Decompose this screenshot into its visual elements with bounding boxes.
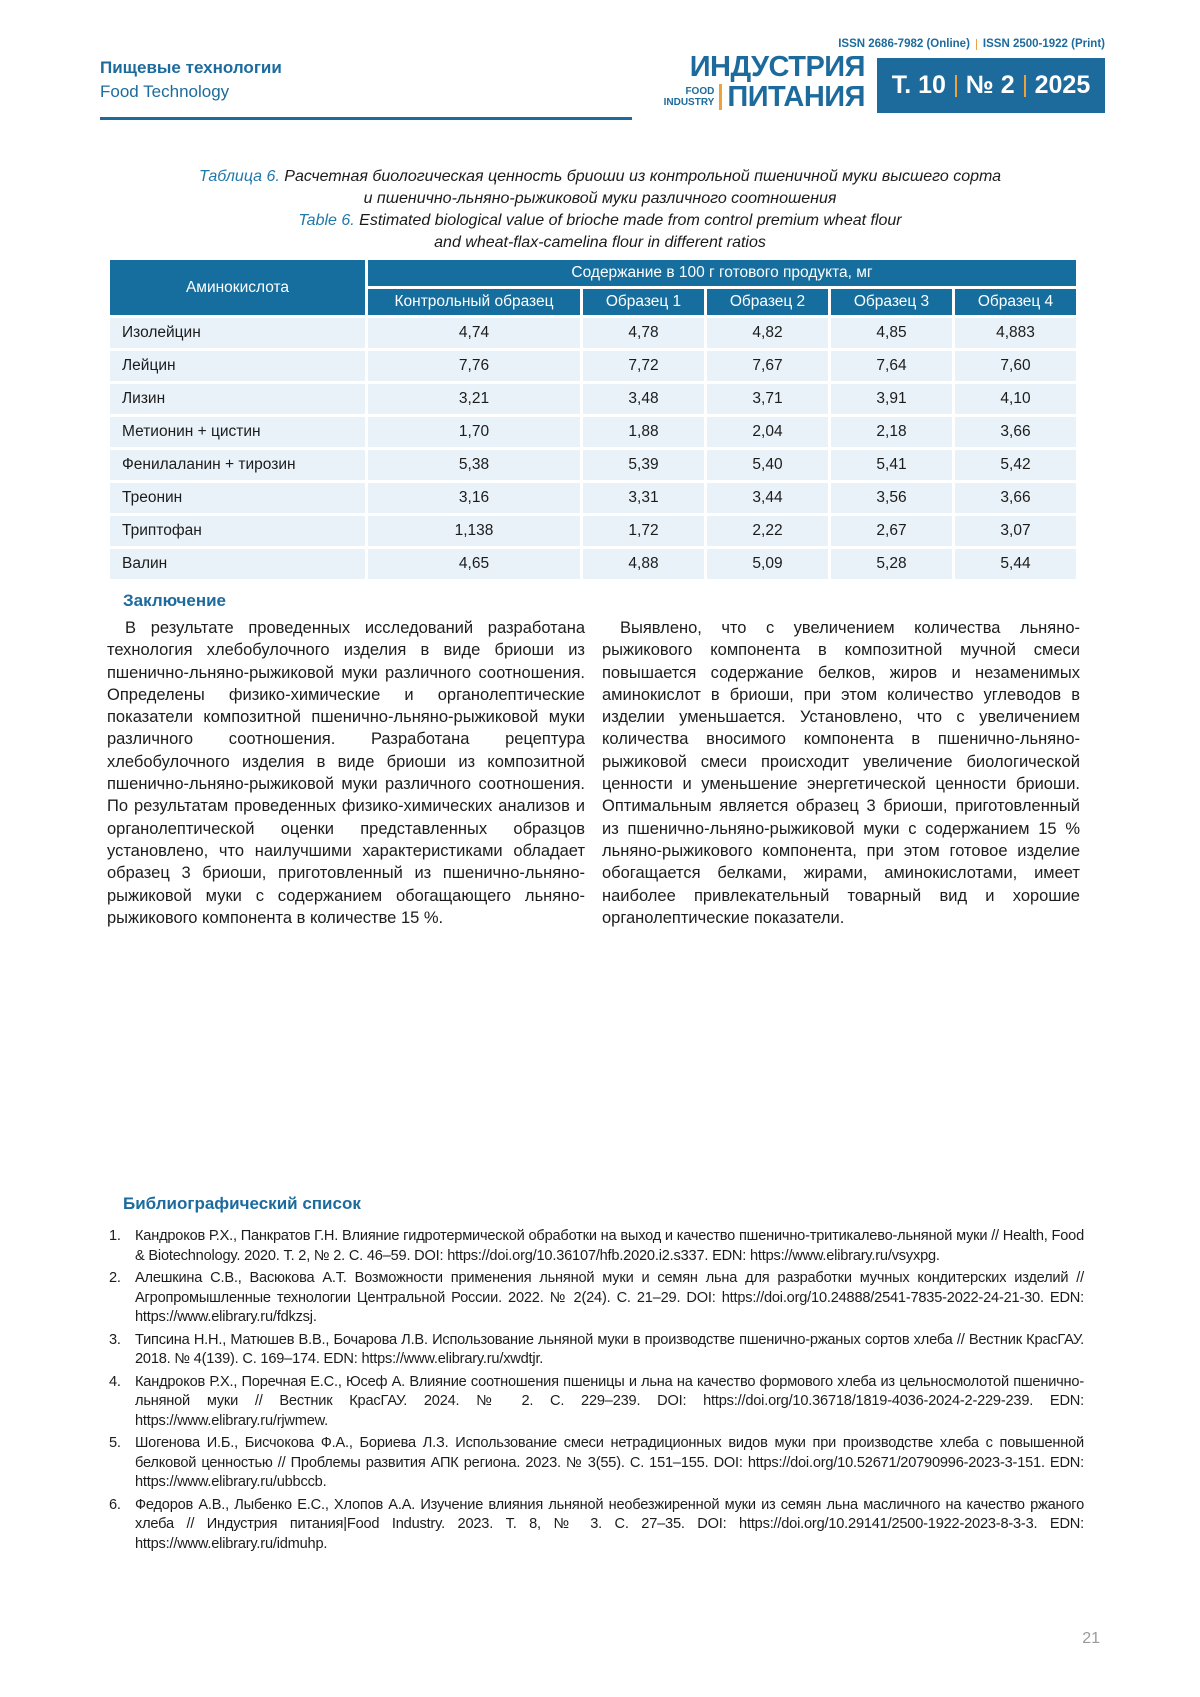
cell-value: 1,72 — [583, 516, 704, 546]
cell-value: 5,44 — [955, 549, 1076, 579]
cell-value: 3,66 — [955, 417, 1076, 447]
row-name: Треонин — [110, 483, 365, 513]
reference-item — [107, 1331, 1084, 1370]
cell-value: 5,28 — [831, 549, 952, 579]
volume-label: Т. 10 — [891, 71, 946, 99]
cell-value: 7,60 — [955, 351, 1076, 381]
table-row — [110, 417, 1076, 447]
cell-value: 3,31 — [583, 483, 704, 513]
caption-label-ru: Таблица 6. — [198, 168, 280, 185]
logo-word-industriya: ИНДУСТРИЯ — [689, 51, 865, 83]
caption-text-ru1: Расчетная биологическая ценность бриоши из контрольной пшеничной муки высшего сорта — [284, 168, 1002, 185]
logo-industry: INDUSTRY — [663, 97, 715, 108]
cell-value: 5,41 — [831, 450, 952, 480]
reference-number: 2. — [109, 1270, 121, 1286]
table-row — [110, 483, 1076, 513]
table-row — [110, 384, 1076, 414]
conclusion-text — [107, 617, 1080, 929]
cell-value: 4,65 — [368, 549, 580, 579]
cell-value: 1,138 — [368, 516, 580, 546]
column-header-sample2: Образец 2 — [707, 289, 828, 315]
section-title-en: Food Technology — [100, 82, 230, 101]
journal-logo — [664, 52, 865, 112]
cell-value: 7,64 — [831, 351, 952, 381]
reference-text: Кандроков Р.Х., Панкратов Г.Н. Влияние гидротермической обработки на выход и качество пшенично-тритикалево-льняной муки // Health, Food & Biotechnology. 2020. Т. 2, № 2. С. 46–59. DOI: https://doi.org/10.36107/hfb.2020.i2.s337. EDN: https://www.elibrary.ru/vsyxpg. — [135, 1228, 1084, 1264]
amino-acid-table — [107, 257, 1079, 582]
column-header-sample3: Образец 3 — [831, 289, 952, 315]
row-name: Валин — [110, 549, 365, 579]
column-header-amino-acid: Аминокислота — [110, 260, 365, 315]
cell-value: 5,09 — [707, 549, 828, 579]
caption-ru-line2: и пшенично-льняно-рыжиковой муки различного соотношения — [363, 190, 837, 207]
logo-food: FOOD — [685, 86, 715, 97]
issn-online: ISSN 2686-7982 (Online) — [838, 38, 970, 50]
issn-separator — [976, 39, 977, 50]
logo-separator — [719, 84, 722, 110]
cell-value: 4,82 — [707, 318, 828, 348]
cell-value: 7,76 — [368, 351, 580, 381]
caption-en-line2: and wheat-flax-camelina flour in different ratios — [434, 234, 766, 251]
column-header-control: Контрольный образец — [368, 289, 580, 315]
caption-label-en: Table 6. — [298, 212, 355, 229]
cell-value: 3,48 — [583, 384, 704, 414]
cell-value: 3,16 — [368, 483, 580, 513]
cell-value: 5,38 — [368, 450, 580, 480]
issn-line — [838, 38, 1105, 50]
reference-item — [107, 1496, 1084, 1555]
table-row — [110, 318, 1076, 348]
bibliography-list — [107, 1227, 1084, 1557]
cell-value: 2,22 — [707, 516, 828, 546]
row-name: Изолейцин — [110, 318, 365, 348]
row-name: Фенилаланин + тирозин — [110, 450, 365, 480]
cell-value: 3,91 — [831, 384, 952, 414]
cell-value: 7,67 — [707, 351, 828, 381]
section-title-ru: Пищевые технологии — [100, 58, 282, 77]
row-name: Лизин — [110, 384, 365, 414]
cell-value: 3,66 — [955, 483, 1076, 513]
cell-value: 3,71 — [707, 384, 828, 414]
section-title — [100, 56, 282, 104]
issue-label: № 2 — [965, 71, 1015, 99]
cell-value: 2,18 — [831, 417, 952, 447]
column-header-sample4: Образец 4 — [955, 289, 1076, 315]
reference-item — [107, 1434, 1084, 1493]
volume-issue-box — [877, 58, 1105, 113]
cell-value: 1,70 — [368, 417, 580, 447]
caption-text-en1: Estimated biological value of brioche made from control premium wheat flour — [359, 212, 902, 229]
issn-print: ISSN 2500-1922 (Print) — [982, 38, 1105, 50]
cell-value: 5,39 — [583, 450, 704, 480]
cell-value: 2,67 — [831, 516, 952, 546]
reference-number: 3. — [109, 1331, 121, 1348]
volume-separator — [955, 75, 957, 97]
reference-number: 1. — [109, 1228, 121, 1244]
reference-text: Шогенова И.Б., Бисчокова Ф.А., Бориева Л.З. Использование смеси нетрадиционных видов муки при производстве хлеба с повышенной белковой ценностью // Проблемы развития АПК региона. 2023. № 3(55). С. 151–155. DOI: https://doi.org/10.52671/20790996-2023-3-151. EDN: https://www.elibrary.ru/ubbccb. — [135, 1435, 1084, 1490]
table-row — [110, 351, 1076, 381]
cell-value: 4,10 — [955, 384, 1076, 414]
cell-value: 3,44 — [707, 483, 828, 513]
caption-en-line1 — [100, 210, 1100, 232]
row-name: Лейцин — [110, 351, 365, 381]
group-header-content: Содержание в 100 г готового продукта, мг — [368, 260, 1076, 286]
cell-value: 4,85 — [831, 318, 952, 348]
issue-separator — [1024, 75, 1026, 97]
cell-value: 5,40 — [707, 450, 828, 480]
reference-text: Кандроков Р.Х., Поречная Е.С., Юсеф А. Влияние соотношения пшеницы и льна на качество формового хлеба из цельносмолотой пшенично-льняной муки // Вестник КрасГАУ. 2024. № 2. С. 229–239. DOI: https://doi.org/10.36718/1819-4036-2024-2-229-239. EDN: https://www.elibrary.ru/rjwmew. — [135, 1373, 1084, 1429]
cell-value: 5,42 — [955, 450, 1076, 480]
cell-value: 4,78 — [583, 318, 704, 348]
column-header-sample1: Образец 1 — [583, 289, 704, 315]
table-row — [110, 549, 1076, 579]
page-number: 21 — [1082, 1630, 1100, 1647]
cell-value: 7,72 — [583, 351, 704, 381]
reference-text: Алешкина С.В., Васюкова А.Т. Возможности применения льняной муки и семян льна для разработки мучных кондитерских изделий // Агропромышленные технологии Центральной России. 2022. № 2(24). С. 21–29. DOI: https://doi.org/10.24888/2541-7835-2022-24-21-30. EDN: https://www.elibrary.ru/fdkzsj. — [135, 1270, 1084, 1325]
row-name: Метионин + цистин — [110, 417, 365, 447]
conclusion-column-left: В результате проведенных исследований разработана технология хлебобулочного изделия в виде бриоши из пшенично-льняно-рыжиковой муки различного соотношения. Определены физико-химические и органолептические показатели композитной пшенично-льняно-рыжиковой муки различного соотношения. Разработана рецептура хлебобулочного изделия в виде бриоши из композитной пшенично-льняно-рыжиковой муки различного соотношения. По результатам проведенных физико-химических анализов и органолептической оценки представленных образцов установлено, что наилучшими характеристиками обладает образец 3 бриоши, приготовленный из пшенично-льняно-рыжиковой муки с содержанием обогащающего льняно-рыжикового компонента в количестве 15 %. — [107, 619, 585, 927]
caption-ru-line1 — [100, 166, 1100, 188]
bibliography-heading: Библиографический список — [123, 1194, 361, 1213]
table-row — [110, 450, 1076, 480]
year-label: 2025 — [1034, 71, 1091, 99]
logo-word-pitaniya: ПИТАНИЯ — [727, 81, 865, 113]
logo-food-industry — [664, 86, 715, 108]
cell-value: 3,56 — [831, 483, 952, 513]
cell-value: 4,883 — [955, 318, 1076, 348]
cell-value: 4,74 — [368, 318, 580, 348]
cell-value: 1,88 — [583, 417, 704, 447]
cell-value: 3,07 — [955, 516, 1076, 546]
reference-text: Типсина Н.Н., Матюшев В.В., Бочарова Л.В. Использование льняной муки в производстве пшенично-ржаных сортов хлеба // Вестник КрасГАУ. 2018. № 4(139). С. 169–174. EDN: https://www.elibrary.ru/xwdtjr. — [135, 1331, 1084, 1367]
cell-value: 2,04 — [707, 417, 828, 447]
reference-item — [107, 1269, 1084, 1328]
header-divider — [100, 117, 632, 120]
conclusion-heading: Заключение — [123, 591, 226, 610]
reference-number: 6. — [109, 1496, 121, 1513]
table-row — [110, 516, 1076, 546]
reference-number: 4. — [109, 1373, 121, 1390]
cell-value: 4,88 — [583, 549, 704, 579]
conclusion-column-right: Выявлено, что с увеличением количества льняно-рыжикового компонента в композитной мучной смеси повышается содержание белков, жиров и незаменимых аминокислот в бриоши, при этом количество углеводов в изделии уменьшается. Установлено, что с увеличением количества вносимого компонента в пшенично-льняно-рыжиковой смеси происходит увеличение биологической ценности и уменьшение энергетической ценности бриоши. Оптимальным является образец 3 бриоши, приготовленный из пшенично-льняно-рыжиковой муки с содержанием 15 % льняно-рыжикового компонента, при этом готовое изделие обогащается белками, жирами, аминокислотами, имеет наиболее привлекательный товарный вид и хорошие органолептические показатели. — [602, 619, 1080, 927]
reference-number: 5. — [109, 1435, 121, 1451]
cell-value: 3,21 — [368, 384, 580, 414]
reference-item — [107, 1227, 1084, 1266]
row-name: Триптофан — [110, 516, 365, 546]
reference-text: Федоров А.В., Лыбенко Е.С., Хлопов А.А. Изучение влияния льняной необезжиренной муки из семян льна масличного на качество ржаного хлеба // Индустрия питания|Food Industry. 2023. Т. 8, № 3. С. 27–35. DOI: https://doi.org/10.29141/2500-1922-2023-8-3-3. EDN: https://www.elibrary.ru/idmuhp. — [135, 1496, 1084, 1552]
reference-item — [107, 1373, 1084, 1432]
table-caption — [100, 166, 1100, 254]
